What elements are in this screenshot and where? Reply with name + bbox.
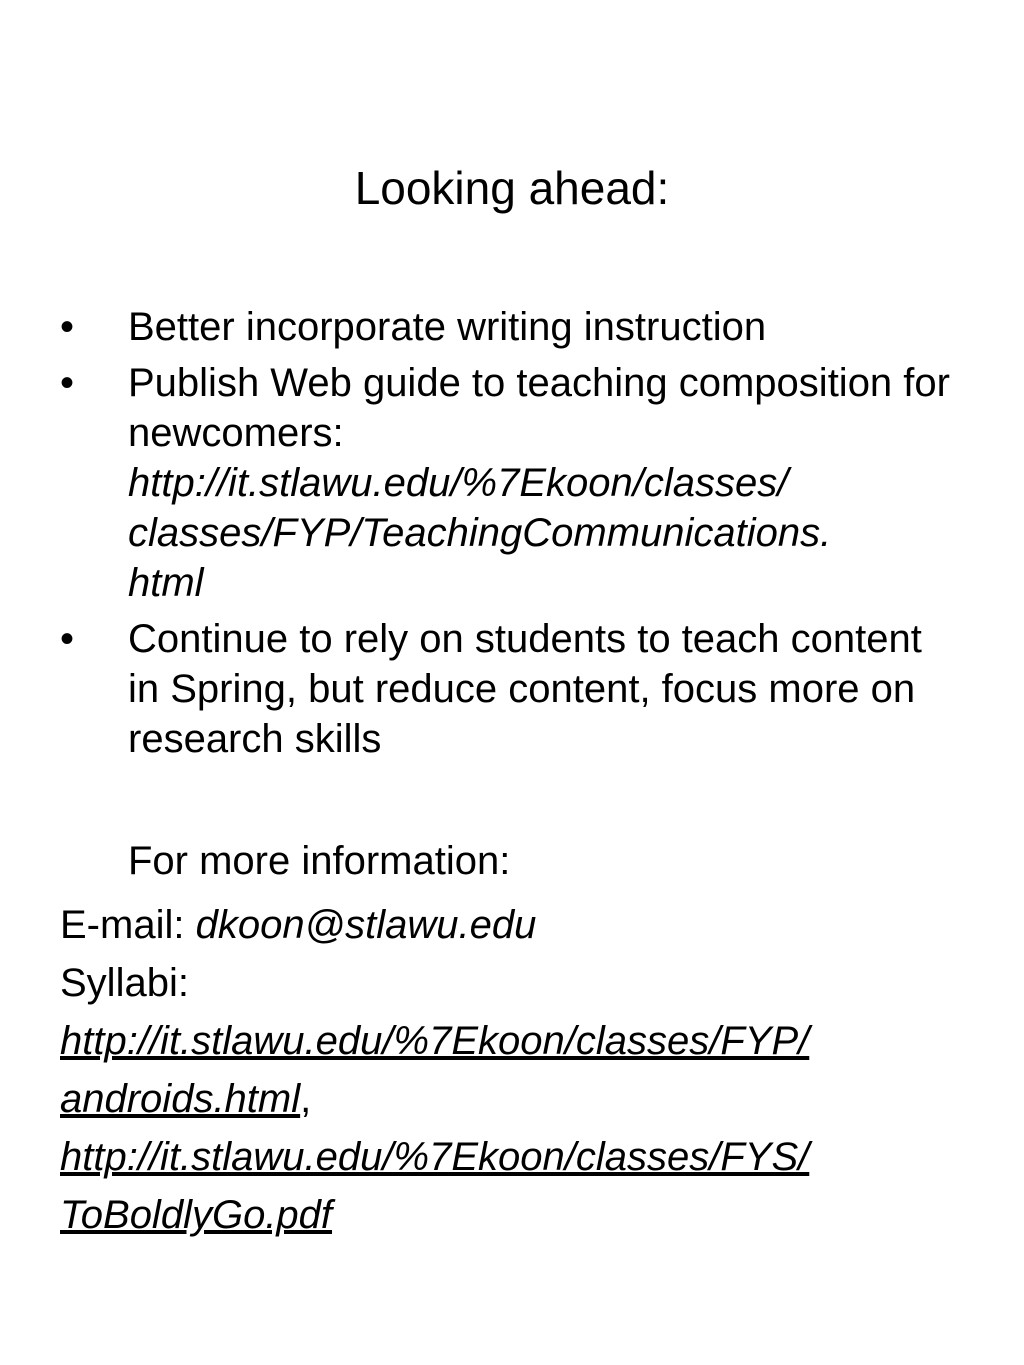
bullet-item	[60, 614, 960, 764]
syllabus-link-1-line-2	[60, 1070, 1000, 1128]
syllabus-link-boldlygo-cont[interactable]: ToBoldlyGo.pdf	[60, 1193, 333, 1237]
link-separator: ,	[300, 1077, 312, 1121]
syllabus-link-1-line-1	[60, 1012, 1000, 1070]
syllabus-link-androids-cont[interactable]: androids.html	[60, 1077, 301, 1121]
guide-url-line: classes/FYP/TeachingCommunications.	[128, 511, 832, 555]
bullet-icon: •	[60, 305, 75, 349]
more-info-heading: For more information:	[128, 839, 511, 883]
guide-url-line: html	[128, 561, 204, 605]
bullet-list	[60, 302, 960, 770]
bullet-icon: •	[60, 361, 75, 405]
email-line	[60, 896, 1000, 954]
syllabus-link-2-line-2	[60, 1186, 1000, 1244]
syllabi-label: Syllabi:	[60, 961, 189, 1005]
bullet-item	[60, 358, 960, 608]
bullet-icon: •	[60, 617, 75, 661]
contact-block	[60, 896, 1000, 1244]
syllabus-link-boldlygo[interactable]: http://it.stlawu.edu/%7Ekoon/classes/FYS/	[60, 1135, 810, 1179]
bullet-text: Continue to rely on students to teach content in Spring, but reduce content, focus more on research skills	[128, 617, 922, 761]
email-label: E-mail:	[60, 903, 196, 947]
slide-title: Looking ahead:	[354, 162, 670, 214]
bullet-text: Publish Web guide to teaching composition for newcomers:	[128, 361, 950, 455]
email-address: dkoon@stlawu.edu	[195, 903, 537, 947]
bullet-text: Better incorporate writing instruction	[128, 305, 767, 349]
guide-url-line: http://it.stlawu.edu/%7Ekoon/classes/	[128, 461, 789, 505]
syllabus-link-2-line-1	[60, 1128, 1000, 1186]
syllabus-link-androids[interactable]: http://it.stlawu.edu/%7Ekoon/classes/FYP/	[60, 1019, 810, 1063]
bullet-item	[60, 302, 960, 352]
